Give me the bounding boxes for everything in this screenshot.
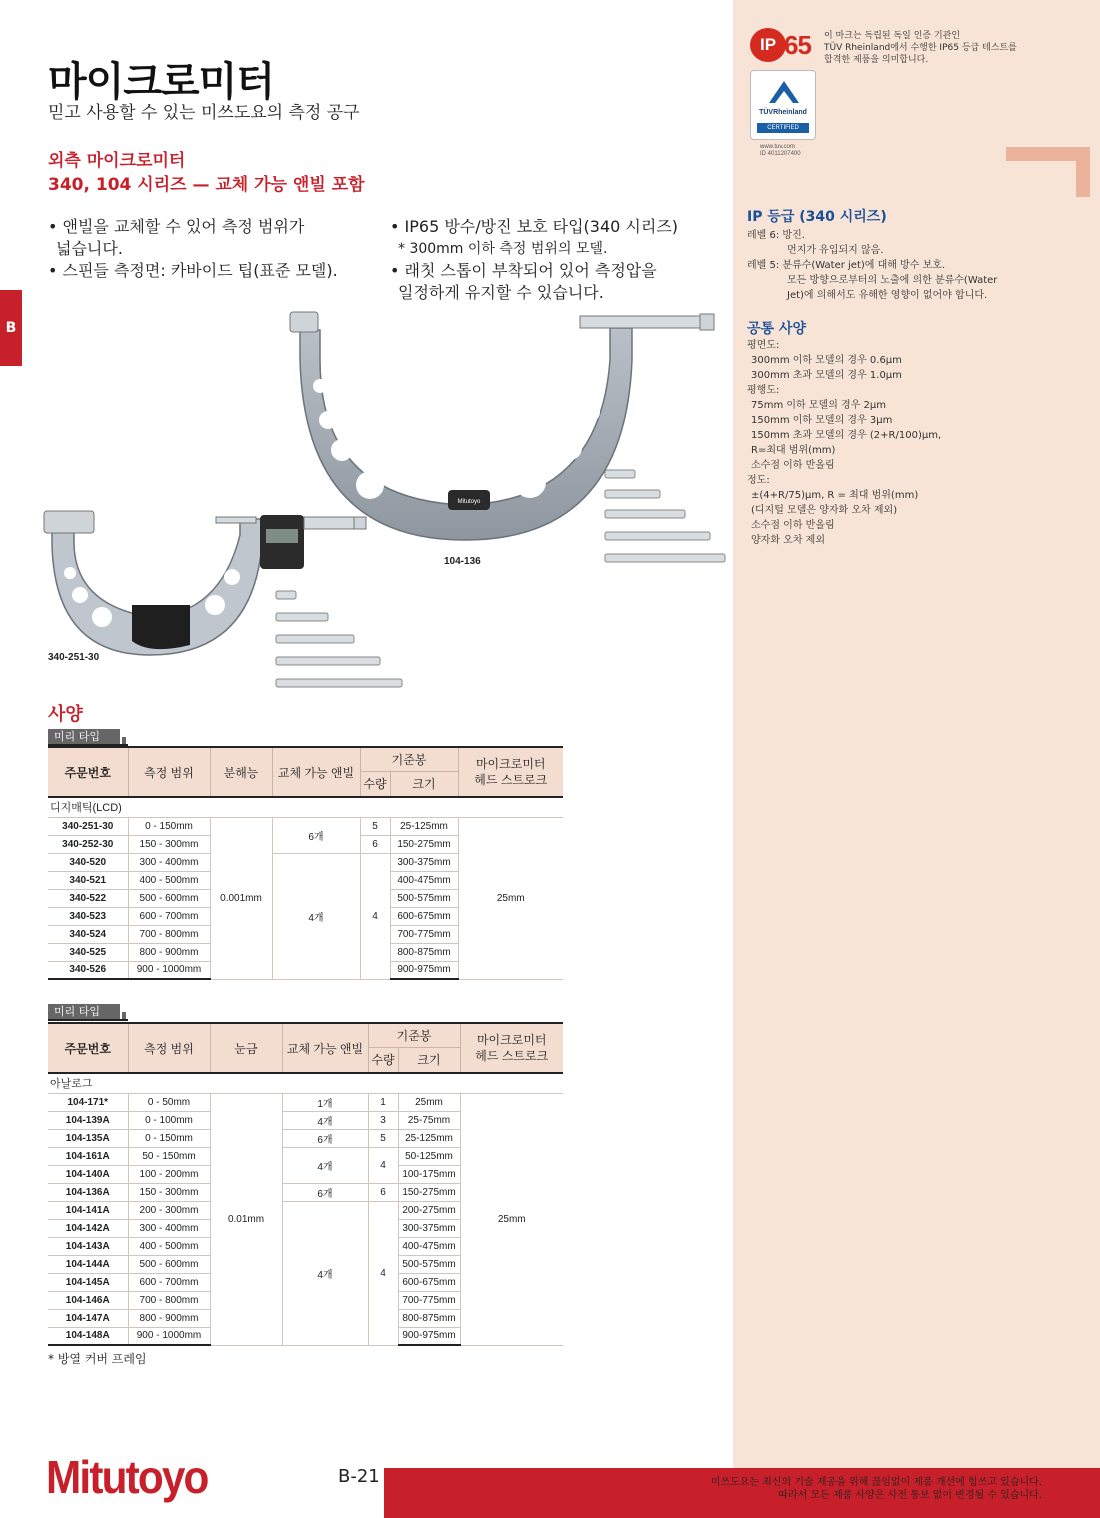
th-anvil: 교체 가능 앤빌: [272, 747, 360, 797]
table-row: 104-140A 100 - 200mm 100-175mm: [48, 1165, 563, 1183]
th-std: 기준봉: [360, 747, 458, 771]
table-row: 340-523 600 - 700mm 600-675mm: [48, 907, 563, 925]
table2-tag: 미리 타입: [48, 1004, 120, 1020]
table-digital: [48, 746, 563, 980]
th-head: 마이크로미터 헤드 스트로크: [458, 747, 563, 797]
th-range: 측정 범위: [128, 747, 210, 797]
table-row: 104-144A 500 - 600mm 500-575mm: [48, 1255, 563, 1273]
table1-tag: 미리 타입: [48, 729, 120, 745]
table-row: 104-139A 0 - 100mm 4개 3 25-75mm: [48, 1111, 563, 1129]
th-range: 측정 범위: [128, 1023, 210, 1073]
table-row: 104-146A 700 - 800mm 700-775mm: [48, 1291, 563, 1309]
ip65-badge: [750, 28, 816, 62]
table-row: 340-251-30 0 - 150mm 0.001mm 6개 5 25-125mm 25mm: [48, 817, 563, 835]
th-size: 크기: [390, 771, 458, 797]
frame-brand: Mitutoyo: [457, 499, 481, 505]
table-row: 104-136A 150 - 300mm 6개 6 150-275mm: [48, 1183, 563, 1201]
th-std: 기준봉: [368, 1023, 460, 1047]
common-spec-heading: 공통 사양: [747, 321, 806, 337]
section-title-2: 340, 104 시리즈 — 교체 가능 앤빌 포함: [48, 175, 365, 195]
th-qty: 수량: [368, 1047, 398, 1073]
table-row: 104-161A 50 - 150mm 4개 4 50-125mm: [48, 1147, 563, 1165]
th-qty: 수량: [360, 771, 390, 797]
tuv-certified: CERTIFIED: [757, 123, 809, 133]
common-spec-text: 평면도: 300mm 이하 모델의 경우 0.6μm 300mm 초과 모델의 경우 1.0μm 평행도: 75mm 이하 모델의 경우 2μm 150mm 이하 모델의 경우 3μm 150mm 초과 모델의 경우 (2+R/100)μm, R=최대 범위(mm) 소수점 이하 반올림 정도: ±(4+R/75)μm, R = 최대 범위(mm) (디지털 모델은 양자화 오차 제외) 소수점 이하 반올림 양자화 오차 제외: [747, 340, 942, 546]
table-row: 104-148A 900 - 1000mm 900-975mm: [48, 1327, 563, 1345]
tuv-logo: [750, 70, 816, 140]
group-digital: 디지매틱(LCD): [48, 797, 563, 817]
table-row: 340-520 300 - 400mm 4개 4 300-375mm: [48, 853, 563, 871]
footnote: * 방열 커버 프레임: [48, 1352, 147, 1366]
table2-tag-line: [48, 1019, 128, 1021]
tuv-name: TÜVRheinland: [759, 109, 807, 116]
ip-note: 이 마크는 독립된 독일 인증 기관인 TÜV Rheinland에서 수행한 IP65 등급 테스트를 합격한 제품을 의미합니다.: [824, 31, 1017, 65]
tuv-url: www.tuv.com ID 4011207400: [760, 144, 801, 157]
analog-image-label: 104-136: [444, 556, 481, 567]
ip-rating-heading: IP 등급 (340 시리즈): [747, 209, 887, 225]
table-row: 104-147A 800 - 900mm 800-875mm: [48, 1309, 563, 1327]
th-code: 주문번호: [48, 1023, 128, 1073]
table-analog: [48, 1022, 563, 1346]
group-analog: 아날로그: [48, 1073, 563, 1093]
ip-prefix: IP: [750, 28, 786, 62]
brand-logo: Mitutoyo: [46, 1451, 208, 1503]
table-row: 104-141A 200 - 300mm 4개 4 200-275mm: [48, 1201, 563, 1219]
th-resolution: 분해능: [210, 747, 272, 797]
table-row: 340-252-30 150 - 300mm 6 150-275mm: [48, 835, 563, 853]
section-title-1: 외측 마이크로미터: [48, 151, 186, 171]
digital-micrometer-image: [40, 505, 410, 695]
th-code: 주문번호: [48, 747, 128, 797]
table-row: 340-524 700 - 800mm 700-775mm: [48, 925, 563, 943]
feature-list-right: • IP65 방수/방진 보호 타입(340 시리즈) * 300mm 이하 측정 범위의 모델. • 래칫 스톱이 부착되어 있어 측정압을 일정하게 유지할 수 있습니다.: [390, 217, 679, 302]
table-row: 104-143A 400 - 500mm 400-475mm: [48, 1237, 563, 1255]
th-anvil: 교체 가능 앤빌: [282, 1023, 368, 1073]
page-title: 마이크로미터: [48, 59, 274, 105]
page-number: B-21: [338, 1466, 380, 1487]
table-row: 104-171* 0 - 50mm 0.01mm 1개 1 25mm 25mm: [48, 1093, 563, 1111]
table-row: 340-521 400 - 500mm 400-475mm: [48, 871, 563, 889]
table-row: 340-522 500 - 600mm 500-575mm: [48, 889, 563, 907]
ip-number: 65: [784, 30, 811, 60]
feature-list-left: • 앤빌을 교체할 수 있어 측정 범위가 넓습니다. • 스핀들 측정면: 카바이드 팁(표준 모델).: [48, 217, 338, 280]
corner-mark: [1006, 147, 1090, 197]
table-row: 104-135A 0 - 150mm 6개 5 25-125mm: [48, 1129, 563, 1147]
page-subtitle: 믿고 사용할 수 있는 미쓰도요의 측정 공구: [48, 103, 360, 123]
table-row: 340-525 800 - 900mm 800-875mm: [48, 943, 563, 961]
digital-image-label: 340-251-30: [48, 652, 100, 663]
footer-note: 미쓰도요는 최신의 기술 제공을 위해 끊임없이 제품 개선에 힘쓰고 있습니다. 따라서 모든 제품 사양은 사전 통보 없이 변경될 수 있습니다.: [710, 1477, 1042, 1501]
th-head: 마이크로미터 헤드 스트로크: [460, 1023, 563, 1073]
section-tab: B: [0, 290, 22, 366]
ip-rating-text: 레벨 6: 방진. 먼지가 유입되지 않음. 레벨 5: 분류수(Water jet)에 대해 방수 보호. 모든 방향으로부터의 노출에 의한 분류수(Water Jet)에 의해서도 유해한 영향이 없어야 합니다.: [747, 230, 998, 301]
table-row: 104-142A 300 - 400mm 300-375mm: [48, 1219, 563, 1237]
spec-heading: 사양: [48, 704, 83, 725]
th-graduation: 눈금: [210, 1023, 282, 1073]
th-size: 크기: [398, 1047, 460, 1073]
table-row: 340-526 900 - 1000mm 900-975mm: [48, 961, 563, 979]
table-row: 104-145A 600 - 700mm 600-675mm: [48, 1273, 563, 1291]
